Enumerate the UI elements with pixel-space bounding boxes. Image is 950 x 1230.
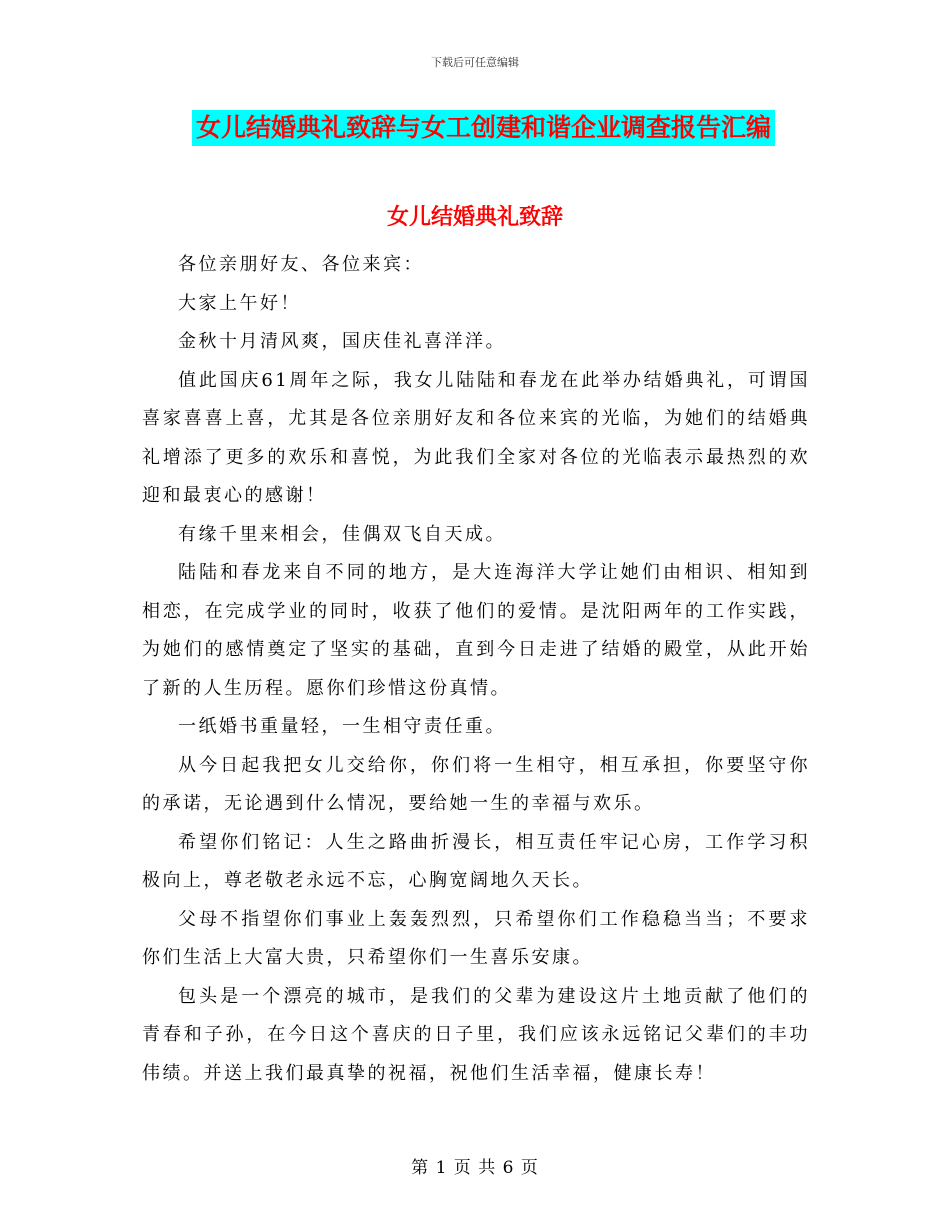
paragraph: 从今日起我把女儿交给你，你们将一生相守，相互承担，你要坚守你的承诺，无论遇到什么情况，要给她一生的幸福与欢乐。	[142, 754, 810, 814]
paragraph: 陆陆和春龙来自不同的地方，是大连海洋大学让她们由相识、相知到相恋，在完成学业的同时，收获了他们的爱情。是沈阳两年的工作实践，为她们的感情奠定了坚实的基础，直到今日走进了结婚的殿堂，从此开始了新的人生历程。愿你们珍惜这份真情。	[142, 562, 810, 699]
paragraph: 金秋十月清风爽，国庆佳礼喜洋洋。	[178, 331, 506, 352]
page-number: 第 1 页 共 6 页	[411, 1158, 539, 1178]
header-note: 下载后可任意编辑	[431, 56, 519, 69]
section-title: 女儿结婚典礼致辞	[386, 204, 563, 230]
paragraph: 希望你们铭记：人生之路曲折漫长，相互责任牢记心房，工作学习积极向上，尊老敬老永远不忘，心胸宽阔地久天长。	[142, 831, 810, 891]
document-title: 女儿结婚典礼致辞与女工创建和谐企业调查报告汇编	[192, 110, 775, 146]
paragraph: 各位亲朋好友、各位来宾：	[178, 254, 424, 275]
paragraph: 大家上午好！	[178, 292, 301, 314]
speech-body	[142, 246, 810, 1093]
paragraph: 包头是一个漂亮的城市，是我们的父辈为建设这片土地贡献了他们的青春和子孙，在今日这个喜庆的日子里，我们应该永远铭记父辈们的丰功伟绩。并送上我们最真挚的祝福，祝他们生活幸福，健康长寿！	[142, 985, 810, 1084]
paragraph: 值此国庆61周年之际，我女儿陆陆和春龙在此举办结婚典礼，可谓国喜家喜喜上喜，尤其是各位亲朋好友和各位来宾的光临，为她们的结婚典礼增添了更多的欢乐和喜悦，为此我们全家对各位的光临表示最热烈的欢迎和最衷心的感谢！	[142, 369, 810, 506]
paragraph: 有缘千里来相会，佳偶双飞自天成。	[178, 523, 506, 545]
paragraph: 一纸婚书重量轻，一生相守责任重。	[178, 716, 506, 737]
paragraph: 父母不指望你们事业上轰轰烈烈，只希望你们工作稳稳当当；不要求你们生活上大富大贵，只希望你们一生喜乐安康。	[142, 908, 810, 968]
